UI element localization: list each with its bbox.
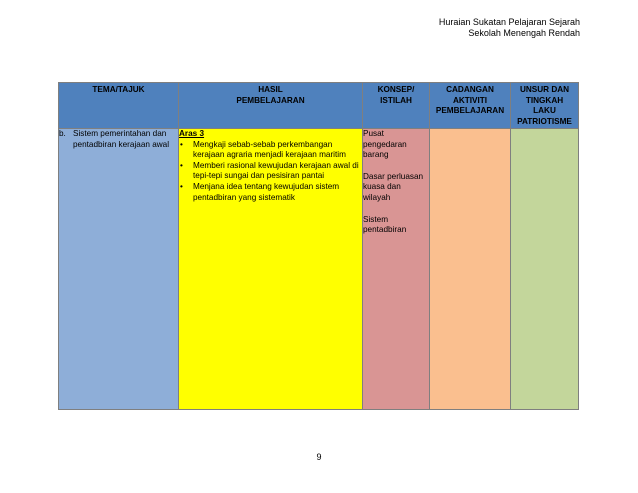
- document-running-header: [439, 17, 580, 39]
- patriotism-cell: [511, 129, 579, 410]
- activities-cell: [430, 129, 511, 410]
- list-item: • Memberi rasional kewujudan kerajaan awal di tepi-tepi sungai dan pesisiran pantai: [180, 160, 359, 181]
- page-number: 9: [316, 452, 322, 462]
- list-item: • Menjana idea tentang kewujudan sistem pentadbiran yang sistematik: [180, 181, 340, 202]
- topic-item: [59, 129, 178, 150]
- topic-number: b.: [59, 129, 66, 138]
- learning-outcomes-cell: [179, 129, 363, 410]
- topic-text: Sistem pemerintahan dan pentadbiran kerajaan awal: [73, 129, 170, 149]
- concept-term: Dasar perluasan kuasa dan wilayah: [363, 171, 424, 202]
- bullet-icon: •: [180, 139, 183, 149]
- column-header-activities: CADANGAN AKTIVITI PEMBELAJARAN: [430, 83, 511, 129]
- level-title: Aras 3: [179, 129, 205, 138]
- outcome-list: [179, 140, 362, 204]
- syllabus-table: [58, 82, 579, 410]
- table-header-row: [59, 83, 579, 129]
- bullet-icon: •: [180, 160, 183, 170]
- column-header-concepts: KONSEP/ ISTILAH: [363, 83, 430, 129]
- list-item: • Mengkaji sebab-sebab perkembangan kerajaan agraria menjadi kerajaan maritim: [180, 139, 346, 160]
- topic-cell: [59, 129, 179, 410]
- concept-term: Sistem pentadbiran: [363, 214, 407, 235]
- header-school-level: Sekolah Menengah Rendah: [468, 28, 580, 38]
- concepts-cell: [363, 129, 430, 410]
- column-header-theme: TEMA/TAJUK: [59, 83, 179, 129]
- table-row: [59, 129, 579, 410]
- header-subject: Huraian Sukatan Pelajaran Sejarah: [438, 17, 580, 27]
- column-header-patriotism: UNSUR DAN TINGKAH LAKU PATRIOTISME: [511, 83, 579, 129]
- concept-term: Pusat pengedaran barang: [363, 129, 407, 160]
- bullet-icon: •: [180, 181, 183, 191]
- column-header-learning-outcomes: HASIL PEMBELAJARAN: [179, 83, 363, 129]
